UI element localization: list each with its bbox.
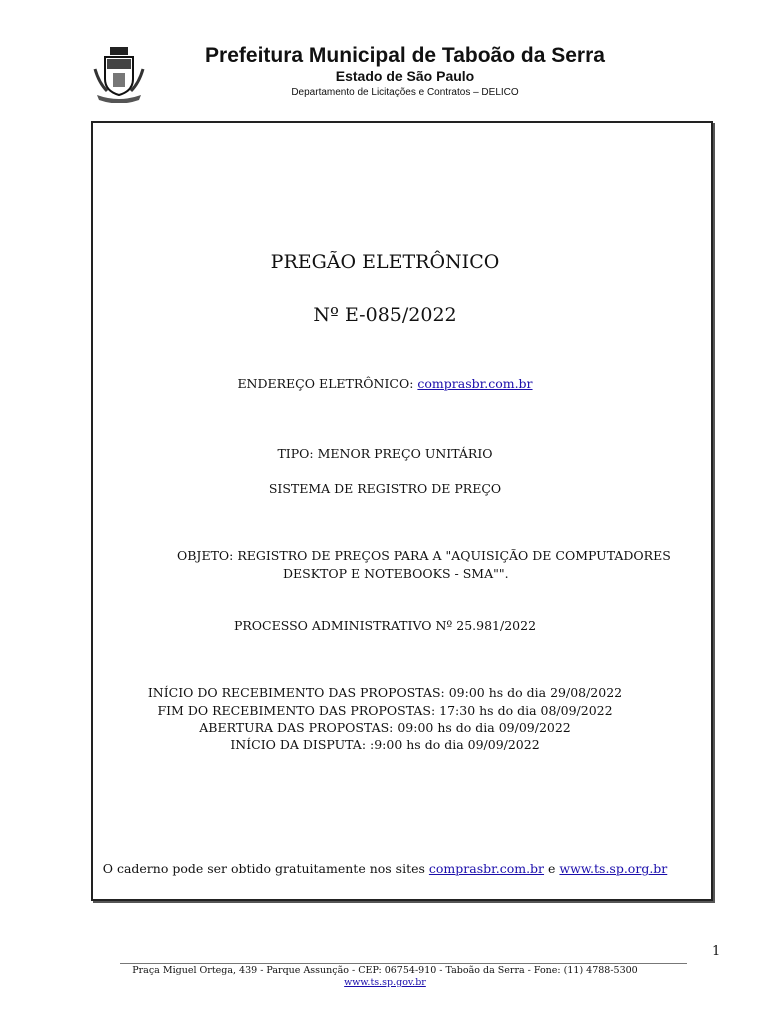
page-number: 1 <box>712 944 721 959</box>
schedule-proposals-end: FIM DO RECEBIMENTO DAS PROPOSTAS: 17:30 hs do dia 08/09/2022 <box>157 703 613 718</box>
notice-ts-link[interactable]: www.ts.sp.org.br <box>559 861 668 876</box>
header-title: Prefeitura Municipal de Taboão da Serra <box>205 44 605 67</box>
footer-address: Praça Miguel Ortega, 439 - Parque Assunção - CEP: 06754-910 - Taboão da Serra - Fone: (11) 4788-5300 <box>132 965 638 976</box>
schedule-dispute-start: INÍCIO DA DISPUTA: :9:00 hs do dia 09/09/2022 <box>230 737 540 752</box>
notice-line <box>0 861 770 876</box>
document-number: Nº E-085/2022 <box>313 304 457 326</box>
document-frame <box>91 121 713 901</box>
header-department: Departamento de Licitações e Contratos – DELICO <box>291 87 519 98</box>
schedule-proposals-opening: ABERTURA DAS PROPOSTAS: 09:00 hs do dia 09/09/2022 <box>199 720 571 735</box>
bid-type: TIPO: MENOR PREÇO UNITÁRIO <box>277 446 493 461</box>
header-state: Estado de São Paulo <box>335 68 475 84</box>
object-line-2: DESKTOP E NOTEBOOKS - SMA"". <box>283 566 509 581</box>
schedule-proposals-start: INÍCIO DO RECEBIMENTO DAS PROPOSTAS: 09:00 hs do dia 29/08/2022 <box>147 685 623 700</box>
notice-comprasbr-link[interactable]: comprasbr.com.br <box>428 861 545 876</box>
footer-website-link[interactable]: www.ts.sp.gov.br <box>344 977 426 988</box>
notice-text: O caderno pode ser obtido gratuitamente nos sites <box>102 861 425 876</box>
footer-divider <box>120 963 687 964</box>
address-label: ENDEREÇO ELETRÔNICO: <box>237 376 414 391</box>
price-registry-system: SISTEMA DE REGISTRO DE PREÇO <box>268 481 502 496</box>
administrative-process: PROCESSO ADMINISTRATIVO Nº 25.981/2022 <box>233 618 537 633</box>
object-line-1: OBJETO: REGISTRO DE PREÇOS PARA A "AQUISIÇÃO DE COMPUTADORES <box>177 548 671 563</box>
comprasbr-link[interactable]: comprasbr.com.br <box>417 376 533 391</box>
notice-and: e <box>548 861 556 876</box>
electronic-address <box>0 376 770 391</box>
document-heading: PREGÃO ELETRÔNICO <box>270 251 500 273</box>
footer-website-row <box>0 977 770 988</box>
